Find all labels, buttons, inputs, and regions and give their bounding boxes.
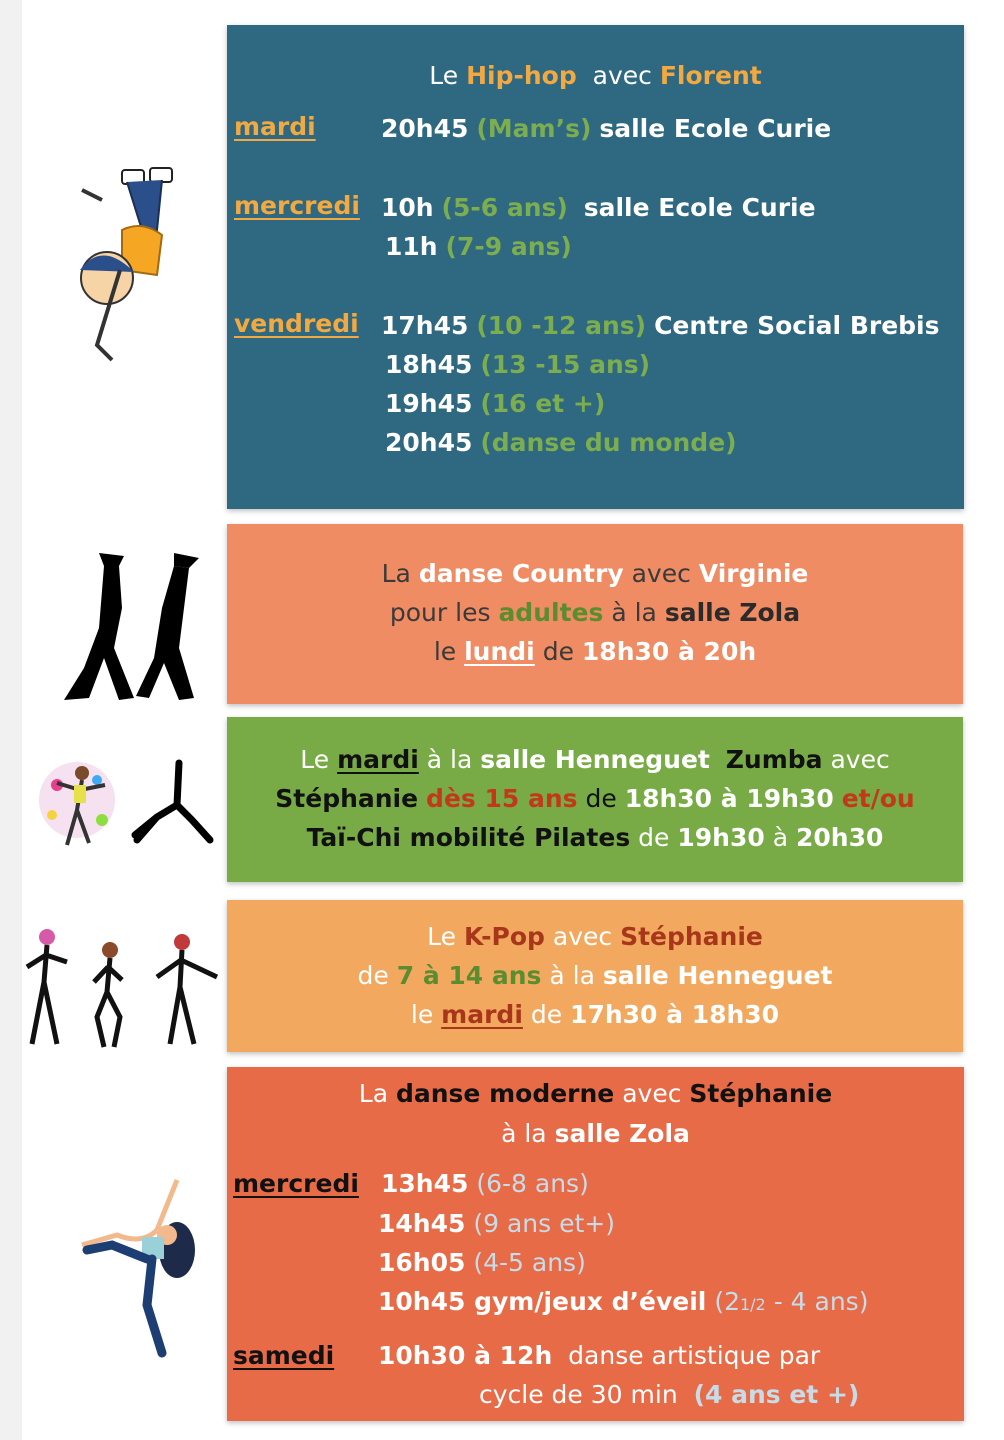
hiphop-title-teacher: Florent [659, 61, 762, 90]
hiphop-mercredi-row-1 [381, 191, 816, 225]
hiphop-vendredi-row-3 [385, 387, 605, 421]
zumba-hours-1: 18h30 à 19h30 [624, 784, 834, 813]
hiphop-vendredi-group-3: (16 et +) [480, 389, 606, 418]
kpop-place: salle Henneguet [602, 961, 833, 990]
moderne-mercredi-row-1 [381, 1169, 589, 1198]
kpop-teacher: Stéphanie [620, 922, 763, 951]
hiphop-vendredi-row-1 [381, 309, 940, 343]
moderne-mercredi-time-3: 16h05 [378, 1248, 466, 1277]
hiphop-mercredi-group-1: (5-6 ans) [441, 193, 568, 222]
kpop-dancers-illustration [22, 922, 227, 1052]
hiphop-day-mercredi: mercredi [234, 191, 360, 220]
moderne-mercredi-time-4: 10h45 gym/jeux d’éveil [378, 1287, 707, 1316]
moderne-mercredi-time-1: 13h45 [381, 1169, 469, 1198]
country-style: danse Country [418, 559, 624, 588]
hiphop-day-vendredi: vendredi [234, 309, 359, 338]
country-dancers-silhouette [64, 548, 199, 706]
moderne-a-la: à la [501, 1119, 547, 1148]
country-card [227, 524, 963, 704]
country-place: salle Zola [664, 598, 801, 627]
country-line-1 [227, 559, 963, 588]
hiphop-mardi-place: salle Ecole Curie [599, 114, 832, 143]
hiphop-title-le: Le [429, 61, 459, 90]
moderne-samedi-hours: 10h30 à 12h [378, 1341, 553, 1370]
hiphop-mercredi-time-2: 11h [385, 232, 438, 261]
country-a-la: à la [611, 598, 657, 627]
hiphop-vendredi-time-4: 20h45 [385, 428, 473, 457]
zumba-age: dès 15 ans [426, 784, 578, 813]
hiphop-vendredi-time-3: 19h45 [385, 389, 473, 418]
zumba-a-la: à la [426, 745, 473, 774]
country-avec: avec [631, 559, 691, 588]
zumba-day: mardi [337, 745, 419, 774]
kpop-de: de [357, 961, 389, 990]
country-day: lundi [464, 637, 535, 666]
moderne-mercredi-row-3 [378, 1248, 586, 1277]
moderne-la: La [358, 1079, 389, 1108]
moderne-mercredi-group-4a: (2 [714, 1287, 740, 1316]
kpop-age: 7 à 14 ans [396, 961, 542, 990]
moderne-mercredi-row-4 [378, 1287, 868, 1316]
zumba-style: Zumba [725, 745, 823, 774]
hiphop-mercredi-time-1: 10h [381, 193, 434, 222]
zumba-line-1 [227, 745, 963, 774]
kpop-le-2: le [410, 1000, 434, 1029]
moderne-teacher: Stéphanie [689, 1079, 833, 1108]
country-line-2 [227, 598, 963, 627]
moderne-mercredi-row-2 [378, 1209, 615, 1238]
zumba-line-2 [227, 784, 963, 813]
kpop-hours: 17h30 à 18h30 [570, 1000, 780, 1029]
hiphop-vendredi-row-4 [385, 426, 737, 460]
moderne-line-2 [227, 1119, 964, 1148]
zumba-line-3 [227, 823, 963, 852]
country-line-3 [227, 637, 963, 666]
kpop-avec: avec [552, 922, 613, 951]
moderne-line-1 [227, 1079, 964, 1108]
hiphop-vendredi-time-1: 17h45 [381, 311, 469, 340]
moderne-card [227, 1067, 964, 1421]
moderne-samedi-row-2 [479, 1380, 859, 1409]
hiphop-card [227, 25, 964, 509]
kpop-de-2: de [530, 1000, 563, 1029]
zumba-hours-2-end: 20h30 [796, 823, 884, 852]
country-hours: 18h30 à 20h [581, 637, 757, 666]
hiphop-vendredi-group-4: (danse du monde) [480, 428, 737, 457]
hiphop-title [227, 61, 964, 91]
kpop-day: mardi [441, 1000, 523, 1029]
kpop-a-la: à la [549, 961, 595, 990]
hiphop-vendredi-place: Centre Social Brebis [654, 311, 940, 340]
moderne-mercredi-group-4c: - 4 ans) [773, 1287, 869, 1316]
moderne-place: salle Zola [554, 1119, 690, 1148]
zumba-pilates-illustration [27, 755, 217, 855]
zumba-le: Le [300, 745, 330, 774]
hiphop-mercredi-row-2 [385, 230, 572, 264]
hiphop-mardi-row [381, 112, 831, 146]
hiphop-title-style: Hip-hop [466, 61, 577, 90]
hiphop-dancer-illustration [62, 160, 192, 375]
modern-dancer-illustration [72, 1175, 212, 1360]
moderne-day-mercredi: mercredi [233, 1169, 359, 1198]
kpop-style: K-Pop [463, 922, 545, 951]
hiphop-vendredi-row-2 [385, 348, 650, 382]
moderne-day-samedi: samedi [233, 1341, 335, 1370]
hiphop-mardi-time: 20h45 [381, 114, 469, 143]
zumba-hours-2-start: 19h30 [677, 823, 765, 852]
kpop-le: Le [427, 922, 456, 951]
moderne-samedi-group: (4 ans et +) [693, 1380, 860, 1409]
country-audience: adultes [498, 598, 604, 627]
zumba-avec: avec [830, 745, 890, 774]
country-pour: pour les [389, 598, 491, 627]
hiphop-day-mardi: mardi [234, 112, 316, 141]
kpop-line-1 [227, 922, 963, 951]
zumba-de-2: de [638, 823, 670, 852]
moderne-style: danse moderne [395, 1079, 615, 1108]
kpop-line-2 [227, 961, 963, 990]
zumba-place: salle Henneguet [480, 745, 710, 774]
zumba-et-ou: et/ou [841, 784, 915, 813]
hiphop-mardi-group: (Mam’s) [476, 114, 592, 143]
zumba-teacher: Stéphanie [275, 784, 419, 813]
hiphop-mercredi-group-2: (7-9 ans) [445, 232, 572, 261]
page [22, 0, 1004, 1440]
moderne-mercredi-time-2: 14h45 [378, 1209, 466, 1238]
kpop-card [227, 900, 963, 1052]
zumba-style-2: Taï-Chi mobilité Pilates [306, 823, 631, 852]
zumba-de: de [585, 784, 617, 813]
country-teacher: Virginie [698, 559, 809, 588]
moderne-samedi-cycle: cycle de 30 min [479, 1380, 678, 1409]
hiphop-vendredi-group-2: (13 -15 ans) [480, 350, 651, 379]
hiphop-vendredi-group-1: (10 -12 ans) [476, 311, 647, 340]
moderne-mercredi-group-2: (9 ans et+) [473, 1209, 615, 1238]
country-le: le [433, 637, 457, 666]
moderne-mercredi-group-1: (6-8 ans) [476, 1169, 589, 1198]
country-de: de [542, 637, 574, 666]
moderne-samedi-activity: danse artistique par [568, 1341, 821, 1370]
moderne-mercredi-group-3: (4-5 ans) [473, 1248, 586, 1277]
zumba-card [227, 717, 963, 882]
kpop-line-3 [227, 1000, 963, 1029]
moderne-avec: avec [622, 1079, 682, 1108]
hiphop-mercredi-place: salle Ecole Curie [583, 193, 816, 222]
country-la: La [381, 559, 411, 588]
moderne-mercredi-group-4b: 1/2 [739, 1295, 766, 1314]
hiphop-vendredi-time-2: 18h45 [385, 350, 473, 379]
hiphop-title-avec: avec [592, 61, 652, 90]
zumba-a: à [772, 823, 789, 852]
moderne-samedi-row-1 [378, 1341, 820, 1370]
